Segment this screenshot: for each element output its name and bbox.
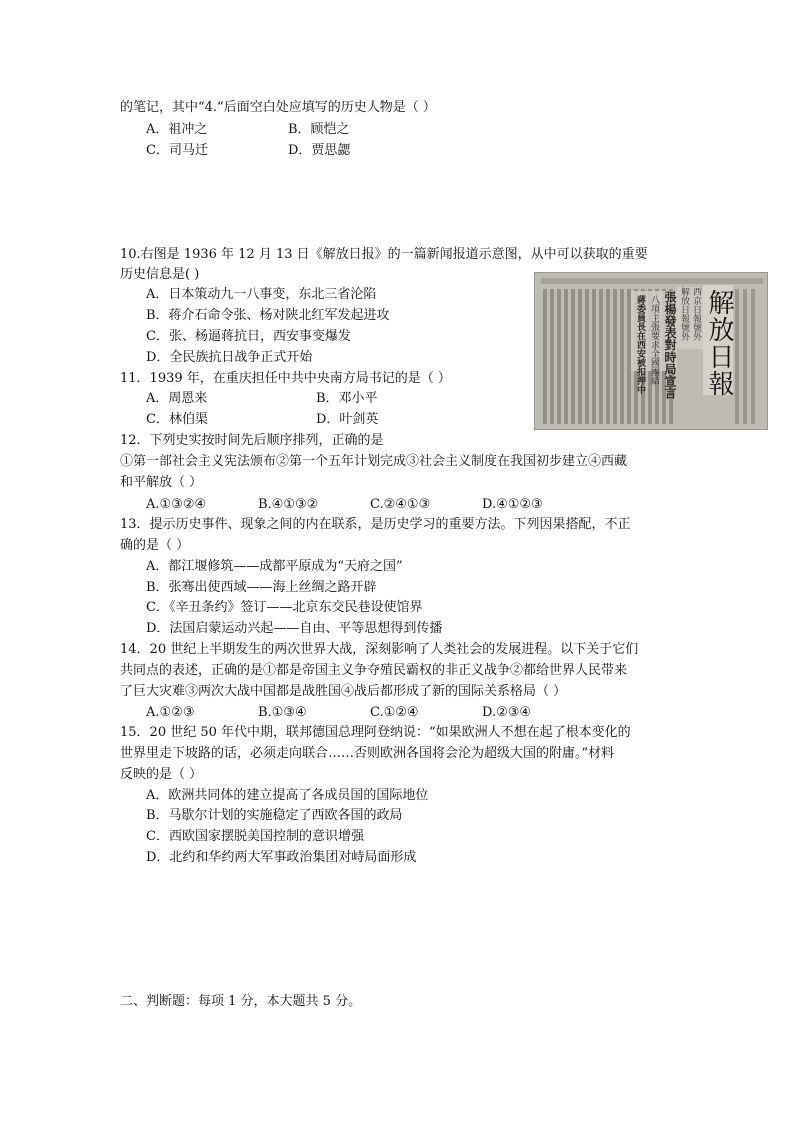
q12-option-c: C.②④①③: [370, 497, 431, 512]
question-9-stem-end: 的笔记，其中“4.”后面空白处应填写的历史人物是（ ）: [120, 100, 436, 115]
q14-stem-line1: 14．20 世纪上半期发生的两次世界大战，深刻影响了人类社会的发展进程。以下关于它们: [120, 642, 639, 657]
q11-option-c: C．林伯渠: [146, 412, 208, 427]
q15-stem-line3: 反映的是（ ）: [120, 767, 203, 782]
q12-option-d: D.④①②③: [482, 497, 543, 512]
q12-stem-line3: 和平解放（ ）: [120, 475, 203, 490]
q13-stem-line1: 13．提示历史事件、现象之间的内在联系，是历史学习的重要方法。下列因果搭配，不正: [120, 517, 631, 532]
q12-stem-line1: 12．下列史实按时间先后顺序排列，正确的是: [120, 433, 384, 448]
newspaper-side-label-1: 西京日報號外: [691, 287, 701, 341]
q13-option-b: B．张骞出使西域——海上丝绸之路开辟: [146, 580, 377, 595]
q10-option-c: C．张、杨逼蒋抗日，西安事变爆发: [146, 329, 351, 344]
q11-option-a: A．周恩来: [146, 391, 208, 406]
q13-option-d: D．法国启蒙运动兴起——自由、平等思想得到传播: [146, 621, 443, 636]
q14-option-b: B.①③④: [258, 705, 307, 720]
q10-option-a: A．日本策动九一八事变，东北三省沦陷: [146, 287, 377, 302]
q12-option-a: A.①③②④: [146, 497, 207, 512]
q13-stem-line2: 确的是（ ）: [120, 538, 190, 553]
q12-option-b: B.④①③②: [258, 497, 319, 512]
newspaper-headline-3: 蔣委員長在西安被扣押中: [635, 295, 645, 394]
q14-option-d: D.②③④: [482, 705, 532, 720]
q14-option-c: C.①②④: [370, 705, 419, 720]
section-2-heading: 二、判断题：每项 1 分，本大题共 5 分。: [120, 994, 362, 1009]
newspaper-masthead: 解放日報: [704, 289, 734, 397]
q9-option-c: C．司马迁: [146, 143, 208, 158]
newspaper-headline-1: 張楊發表對時局宣言: [663, 291, 677, 399]
q13-option-a: A．都江堰修筑——成都平原成为“天府之国”: [146, 559, 403, 574]
q10-stem-line1: 10.右图是 1936 年 12 月 13 日《解放日报》的一篇新闻报道示意图，从中可以获取的重要: [120, 247, 648, 262]
q9-option-a: A．祖冲之: [146, 122, 208, 137]
q14-stem-line2: 共同点的表述，正确的是①都是帝国主义争夺殖民霸权的非正义战争②都给世界人民带来: [120, 663, 628, 678]
newspaper-side-label-2: 解放日報號外: [679, 287, 689, 341]
q14-stem-line3: 了巨大灾难③两次大战中国都是战胜国④战后都形成了新的国际关系格局（ ）: [120, 684, 567, 699]
q15-option-d: D．北约和华约两大军事政治集团对峙局面形成: [146, 850, 417, 865]
q13-option-c: C．《辛丑条约》签订——北京东交民巷设使馆界: [146, 600, 423, 615]
q10-option-b: B．蒋介石命令张、杨对陕北红军发起进攻: [146, 308, 390, 323]
q14-option-a: A.①②③: [146, 705, 195, 720]
newspaper-photo: [534, 272, 768, 430]
q12-stem-line2: ①第一部社会主义宪法颁布②第一个五年计划完成③社会主义制度在我国初步建立④西藏: [120, 454, 628, 469]
q15-stem-line1: 15．20 世纪 50 年代中期，联邦德国总理阿登纳说：“如果欧洲人不想在起了根本变化的: [120, 725, 631, 740]
q9-option-b: B．顾恺之: [288, 122, 350, 137]
q15-option-b: B．马歇尔计划的实施稳定了西欧各国的政局: [146, 808, 403, 823]
q11-option-b: B．邓小平: [316, 391, 378, 406]
q15-option-a: A．欧洲共同体的建立提高了各成员国的国际地位: [146, 788, 429, 803]
q10-option-d: D．全民族抗日战争正式开始: [146, 350, 313, 365]
q11-stem: 11．1939 年，在重庆担任中共中央南方局书记的是（ ）: [120, 371, 451, 386]
q10-stem-line2: 历史信息是( ): [120, 267, 200, 282]
q15-stem-line2: 世界里走下坡路的话，必须走向联合……否则欧洲各国将会沦为超级大国的附庸。”材料: [120, 746, 615, 761]
newspaper-headline-2: 八項主張要求全國團結: [649, 295, 659, 385]
q9-option-d: D．贾思勰: [288, 143, 351, 158]
q11-option-d: D．叶剑英: [316, 412, 379, 427]
q15-option-c: C．西欧国家摆脱美国控制的意识增强: [146, 829, 364, 844]
